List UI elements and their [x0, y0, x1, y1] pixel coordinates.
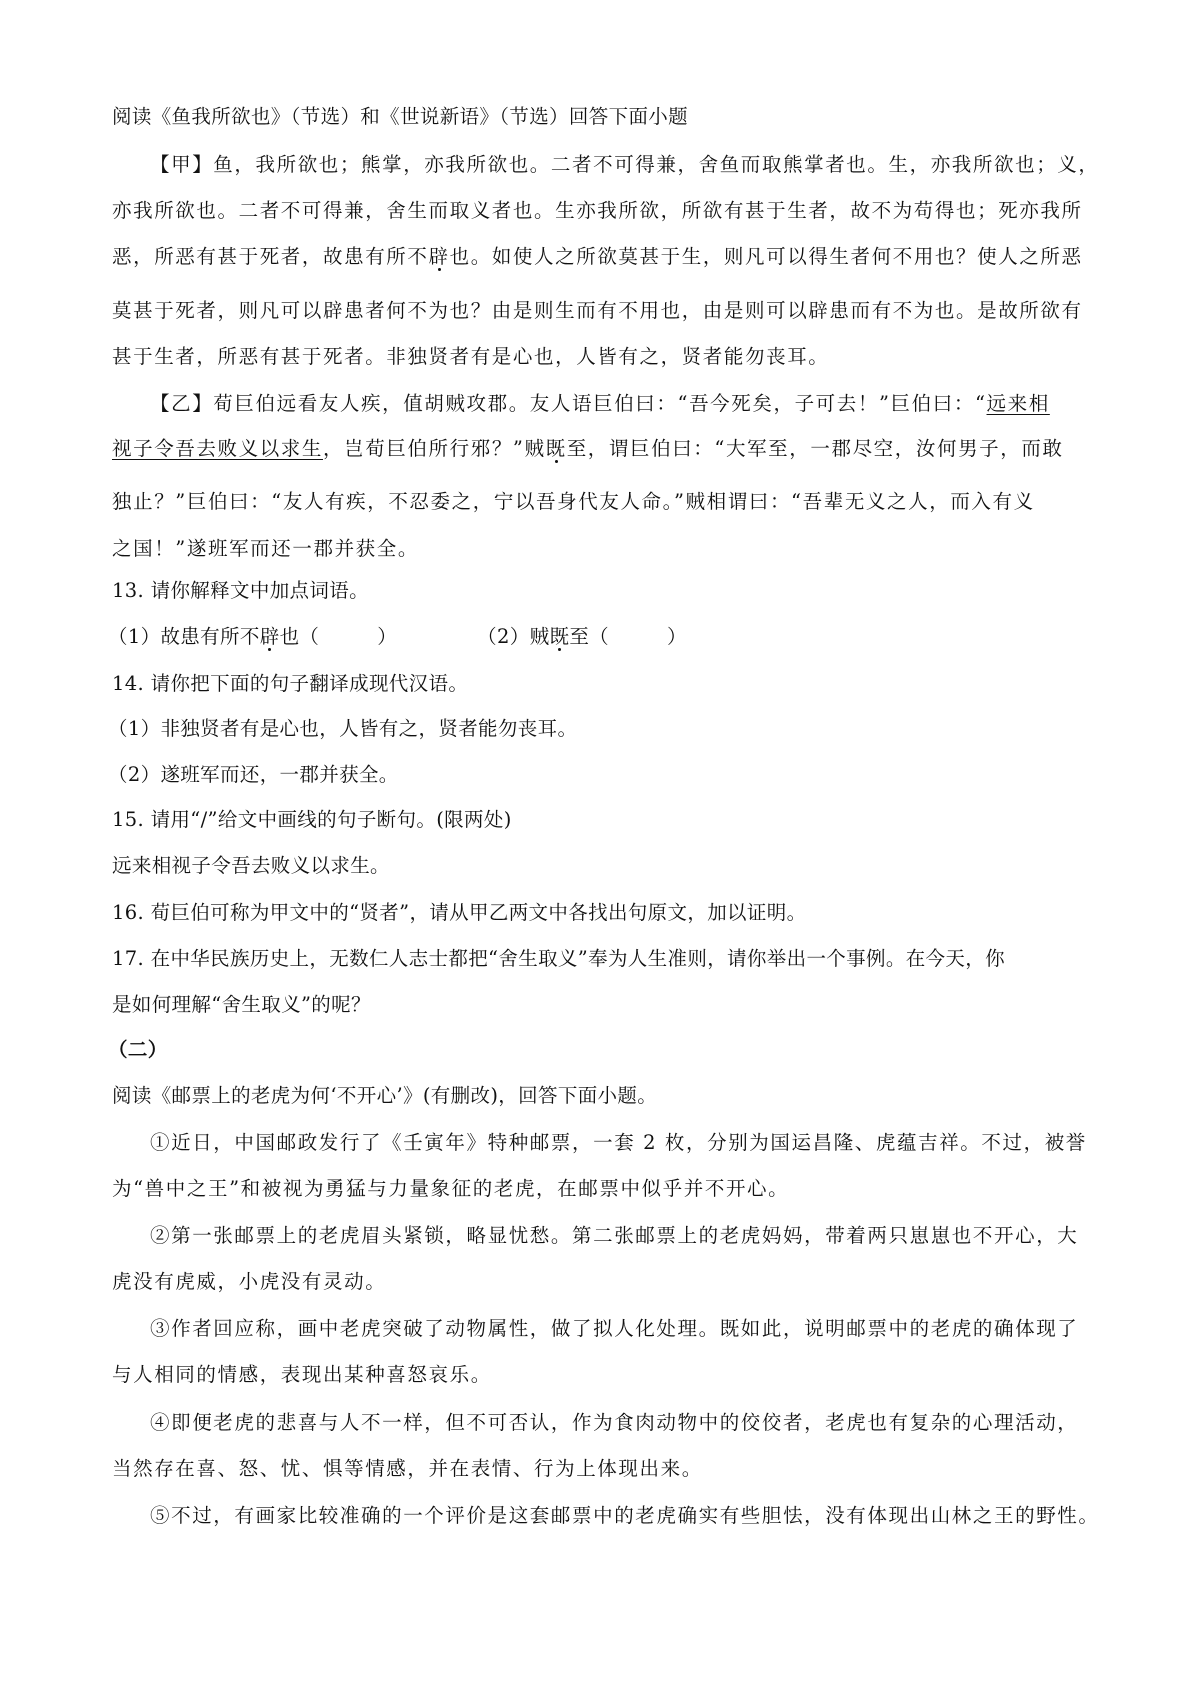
underlined-sentence-end: 视子令吾去败义以求生 — [112, 437, 324, 460]
dotted-word: 辟 — [259, 625, 280, 648]
article-para-3-line-2: 与人相同的情感，表现出某种喜怒哀乐。 — [112, 1363, 492, 1386]
passage-yi-line-1: 【乙】荀巨伯远看友人疾，值胡贼攻郡。友人语巨伯曰：“吾今死矣，子可去！”巨伯曰：“远来相 — [150, 392, 1050, 415]
question-14: 14. 请你把下面的句子翻译成现代汉语。 — [112, 672, 469, 695]
dotted-word: 既 — [549, 625, 570, 648]
dotted-word: 既 — [545, 437, 567, 460]
article-para-1-line-2: 为“兽中之王”和被视为勇猛与力量象征的老虎，在邮票中似乎并不开心。 — [112, 1177, 790, 1200]
passage-yi-line-4: 之国！”遂班军而还一郡并获全。 — [112, 537, 419, 560]
article-para-2-line-2: 虎没有虎威，小虎没有灵动。 — [112, 1270, 387, 1293]
question-17-line-2: 是如何理解“舍生取义”的呢？ — [112, 993, 371, 1016]
question-15-sentence: 远来相视子令吾去败义以求生。 — [112, 854, 390, 877]
passage-yi-line-3: 独止？”巨伯曰：“友人有疾，不忍委之，宁以吾身代友人命。”贼相谓曰：“吾辈无义之人，而入有义 — [112, 490, 1035, 513]
article-para-3-line-1: ③作者回应称，画中老虎突破了动物属性，做了拟人化处理。既如此，说明邮票中的老虎的确体现了 — [150, 1317, 1079, 1340]
passage-yi-line-2: 视子令吾去败义以求生，岂荀巨伯所行邪？”贼既至，谓巨伯曰：“大军至，一郡尽空，汝何男子，而敢 — [112, 437, 1064, 460]
article-para-5-line-1: ⑤不过，有画家比较准确的一个评价是这套邮票中的老虎确实有些胆怯，没有体现出山林之王的野性。 — [150, 1504, 1100, 1527]
passage-jia-line-1: 【甲】鱼，我所欲也；熊掌，亦我所欲也。二者不可得兼，舍鱼而取熊掌者也。生，亦我所欲也；义， — [150, 153, 1100, 176]
question-17-line-1: 17. 在中华民族历史上，无数仁人志士都把“舍生取义”奉为人生准则，请你举出一个事例。在今天，你 — [112, 947, 1005, 970]
underlined-sentence-start: 远来相 — [986, 392, 1050, 415]
article-para-2-line-1: ②第一张邮票上的老虎眉头紧锁，略显忧愁。第二张邮票上的老虎妈妈，带着两只崽崽也不开心，大 — [150, 1224, 1079, 1247]
section-2-intro: 阅读《邮票上的老虎为何‘不开心’》(有删改)，回答下面小题。 — [112, 1084, 658, 1107]
question-15: 15. 请用“/”给文中画线的句子断句。(限两处) — [112, 808, 512, 831]
passage-jia-line-5: 甚于生者，所恶有甚于死者。非独贤者有是心也，人皆有之，贤者能勿丧耳。 — [112, 345, 830, 368]
question-13-items: （1）故患有所不辟也（ ） （2）贼既至（ ） — [108, 625, 687, 648]
passage-jia-line-2: 亦我所欲也。二者不可得兼，舍生而取义者也。生亦我所欲，所欲有甚于生者，故不为苟得也；死亦我所 — [112, 199, 1083, 222]
question-14-item-2: （2）遂班军而还，一郡并获全。 — [108, 763, 399, 786]
question-13: 13. 请你解释文中加点词语。 — [112, 579, 369, 602]
question-16: 16. 荀巨伯可称为甲文中的“贤者”，请从甲乙两文中各找出句原文，加以证明。 — [112, 901, 807, 924]
reading-intro: 阅读《鱼我所欲也》（节选）和《世说新语》（节选）回答下面小题 — [112, 105, 689, 128]
article-para-4-line-1: ④即便老虎的悲喜与人不一样，但不可否认，作为食肉动物中的佼佼者，老虎也有复杂的心理活动， — [150, 1411, 1079, 1434]
question-14-item-1: （1）非独贤者有是心也，人皆有之，贤者能勿丧耳。 — [108, 717, 578, 740]
article-para-4-line-2: 当然存在喜、怒、忧、惧等情感，并在表情、行为上体现出来。 — [112, 1457, 703, 1480]
section-2-heading: （二） — [108, 1038, 168, 1061]
dotted-word: 辟 — [428, 245, 450, 268]
passage-jia-line-3: 恶，所恶有甚于死者，故患有所不辟也。如使人之所欲莫甚于生，则凡可以得生者何不用也？使人之所恶 — [112, 245, 1083, 268]
passage-jia-line-4: 莫甚于死者，则凡可以辟患者何不为也？由是则生而有不用也，由是则可以辟患而有不为也。是故所欲有 — [112, 299, 1083, 322]
article-para-1-line-1: ①近日，中国邮政发行了《壬寅年》特种邮票，一套 2 枚，分别为国运昌隆、虎蕴吉祥。不过，被誉 — [150, 1131, 1087, 1154]
